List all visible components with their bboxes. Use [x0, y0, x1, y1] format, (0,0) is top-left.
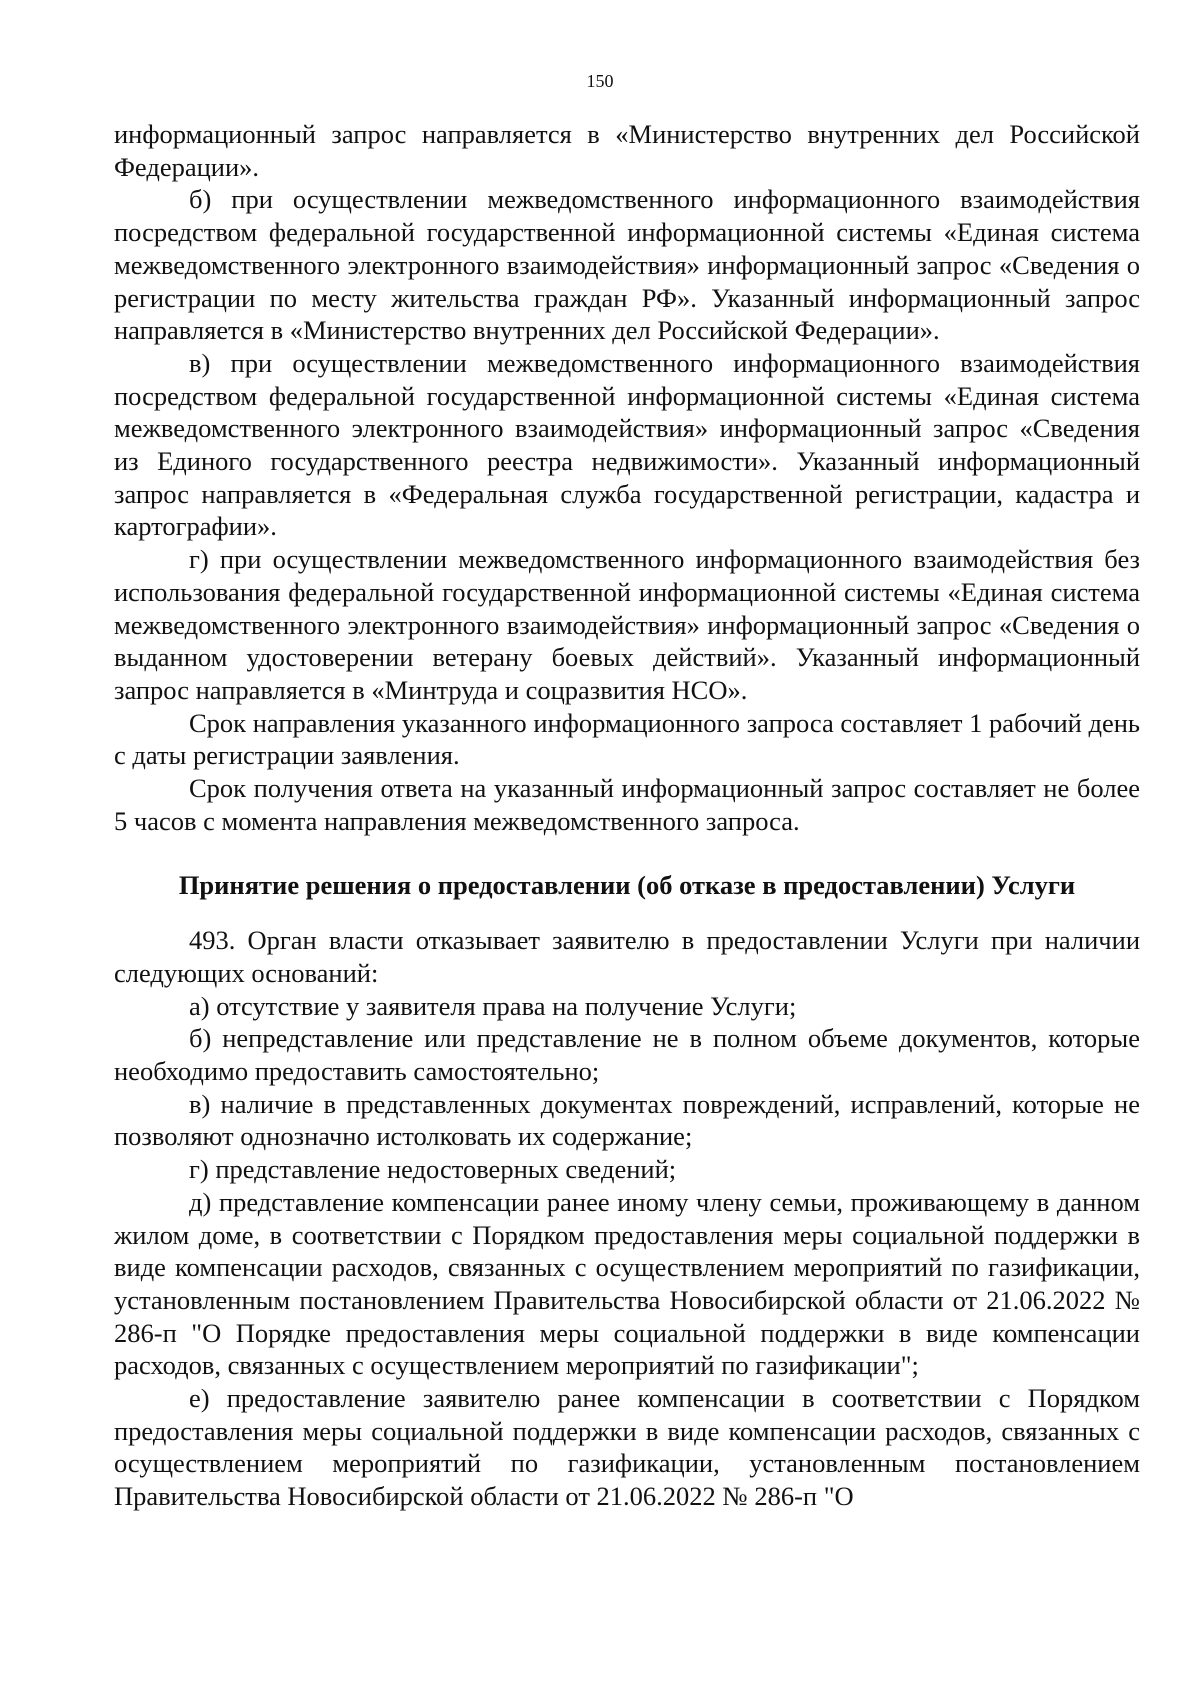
refusal-ground-a: а) отсутствие у заявителя права на получение Услуги; — [189, 990, 797, 1021]
paragraph: информационный запрос направляется в «Министерство внутренних дел Российской Федерации». — [114, 119, 1140, 182]
page-number: 150 — [586, 71, 614, 91]
paragraph-item-g: г) при осуществлении межведомственного информационного взаимодействия без использования федеральной государственной информационной системы «Единая система межведомственного электронного взаимодействия» информационный запрос «Сведения о выданном удостоверении ветерану боевых действий». Указанный информационный запрос направляется в «Минтруда и соцразвития НСО». — [114, 544, 1140, 705]
refusal-ground-e: е) предоставление заявителю ранее компенсации в соответствии с Порядком предоставления меры социальной поддержки в виде компенсации расходов, связанных с осуществлением мероприятий по газификации, установленным постановлением Правительства Новосибирской области от 21.06.2022 № 286-п "О — [114, 1383, 1140, 1512]
refusal-ground-d: д) представление компенсации ранее иному члену семьи, проживающему в данном жилом доме, в соответствии с Порядком предоставления меры социальной поддержки в виде компенсации расходов, связанных с осуществлением мероприятий по газификации, установленным постановлением Правительства Новосибирской области от 21.06.2022 № 286-п "О Порядке предоставления меры социальной поддержки в виде компенсации расходов, связанных с осуществлением мероприятий по газификации"; — [114, 1186, 1140, 1381]
refusal-ground-v: в) наличие в представленных документах повреждений, исправлений, которые не позволяют однозначно истолковать их содержание; — [114, 1088, 1140, 1152]
refusal-ground-g: г) представление недостоверных сведений; — [189, 1154, 677, 1185]
document-body — [114, 118, 1140, 1513]
paragraph-response-deadline: Срок получения ответа на указанный информационный запрос составляет не более 5 часов с момента направления межведомственного запроса. — [114, 773, 1140, 836]
paragraph-item-v: в) при осуществлении межведомственного информационного взаимодействия посредством федеральной государственной информационной системы «Единая система межведомственного электронного взаимодействия» информационный запрос «Сведения из Единого государственного реестра недвижимости». Указанный информационный запрос направляется в «Федеральная служба государственной регистрации, кадастра и картографии». — [114, 347, 1140, 542]
paragraph-request-deadline: Срок направления указанного информационного запроса составляет 1 рабочий день с даты регистрации заявления. — [114, 707, 1140, 771]
section-heading: Принятие решения о предоставлении (об отказе в предоставлении) Услуги — [178, 870, 1076, 901]
paragraph-item-b: б) при осуществлении межведомственного информационного взаимодействия посредством федеральной государственной информационной системы «Единая система межведомственного электронного взаимодействия» информационный запрос «Сведения о регистрации по месту жительства граждан РФ». Указанный информационный запрос направляется в «Министерство внутренних дел Российской Федерации». — [114, 184, 1140, 346]
refusal-ground-b: б) непредставление или представление не в полном объеме документов, которые необходимо предоставить самостоятельно; — [114, 1023, 1140, 1086]
paragraph-493: 493. Орган власти отказывает заявителю в предоставлении Услуги при наличии следующих оснований: — [114, 925, 1140, 988]
